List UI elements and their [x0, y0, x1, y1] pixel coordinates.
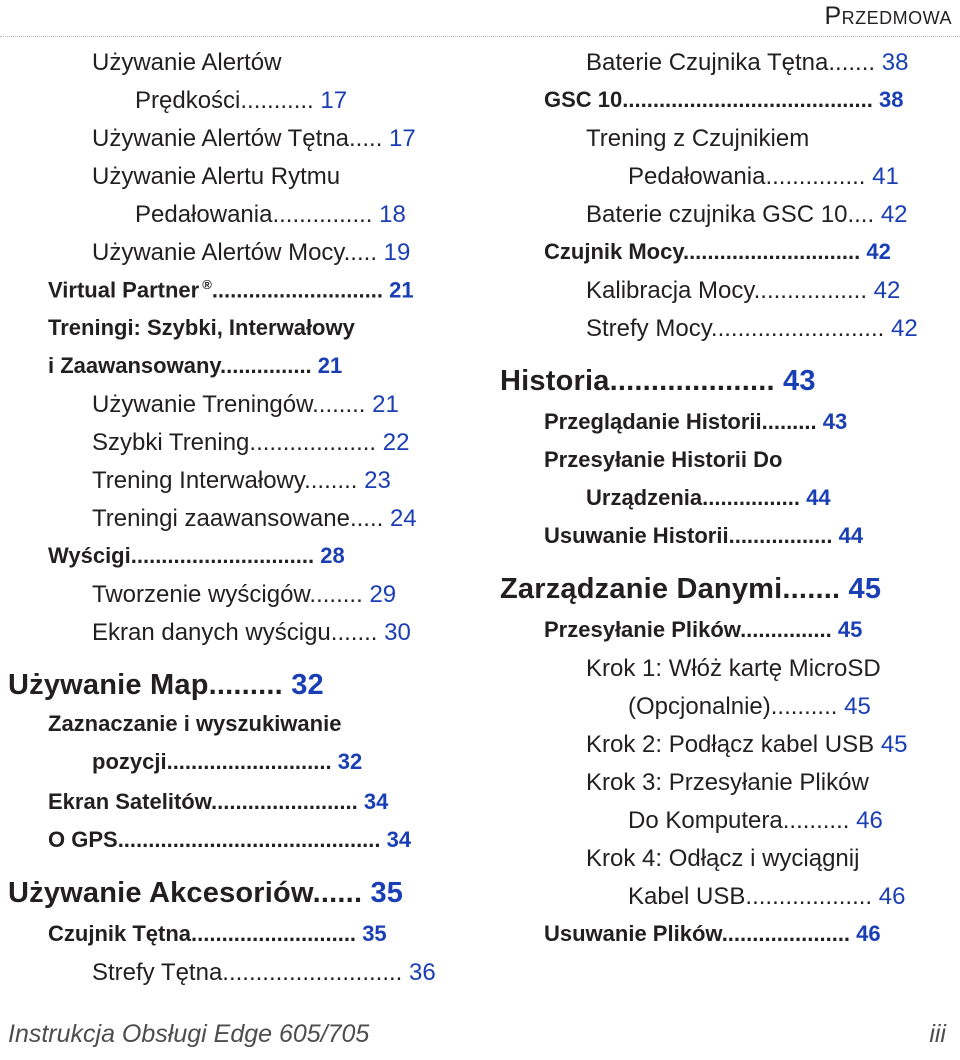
- toc-entry[interactable]: [135, 202, 452, 228]
- trademark-symbol: ®: [202, 277, 212, 292]
- toc-page-number[interactable]: 30: [384, 619, 411, 646]
- toc-page-number[interactable]: 18: [379, 201, 406, 228]
- toc-entry-title: Kabel USB: [628, 883, 746, 910]
- toc-entry-line[interactable]: [586, 656, 952, 682]
- dot-leader: ..........................: [710, 315, 885, 342]
- toc-entry[interactable]: [586, 732, 952, 758]
- dot-leader: .........: [761, 409, 817, 434]
- dot-leader: ........: [312, 391, 366, 418]
- toc-entry-title: Baterie czujnika GSC 10: [586, 201, 848, 228]
- dot-leader: ...............: [272, 201, 373, 228]
- toc-page-number[interactable]: 42: [866, 239, 891, 264]
- dot-leader: ..........: [770, 693, 838, 720]
- toc-page-number[interactable]: 46: [878, 883, 906, 910]
- dot-leader: ...........: [240, 87, 314, 114]
- dot-leader: .....: [343, 239, 377, 266]
- toc-entry[interactable]: [92, 240, 452, 266]
- toc-entry-line[interactable]: [586, 846, 952, 872]
- toc-entry-title: Używanie Alertów: [92, 49, 282, 76]
- toc-page-number[interactable]: 19: [383, 239, 411, 266]
- toc-entry-title: O GPS: [48, 827, 118, 852]
- toc-entry[interactable]: [8, 670, 452, 702]
- toc-entry-title: Usuwanie Historii: [544, 523, 729, 548]
- toc-entry[interactable]: [48, 544, 452, 568]
- toc-entry-title: Baterie Czujnika Tętna: [586, 49, 829, 76]
- toc-entry-line[interactable]: [48, 316, 452, 340]
- toc-entry-title: Ekran Satelitów: [48, 789, 212, 814]
- dot-leader: ......: [312, 877, 363, 909]
- dot-leader: ..........: [782, 807, 850, 834]
- toc-page-number[interactable]: 46: [856, 921, 881, 946]
- toc-entry-title: Przeglądanie Historii: [544, 409, 762, 434]
- toc-entry-title: Urządzenia: [586, 485, 703, 510]
- toc-page-number[interactable]: 24: [389, 505, 417, 532]
- dot-leader: .............................: [682, 239, 861, 264]
- toc-entry-title: Do Komputera: [628, 807, 783, 834]
- toc-entry-title: Czujnik Mocy: [544, 239, 683, 264]
- toc-entry-title: Prędkości: [135, 87, 241, 114]
- dot-leader: .....: [349, 125, 383, 152]
- toc-entry-title: Virtual Partner: [48, 277, 200, 303]
- toc-entry[interactable]: [586, 202, 952, 228]
- toc-page-number[interactable]: 17: [320, 87, 348, 114]
- toc-entry-title: i Zaawansowany: [48, 353, 220, 378]
- toc-entry-title: Usuwanie Plików: [544, 921, 722, 946]
- toc-entry[interactable]: [92, 468, 452, 494]
- toc-entry[interactable]: [500, 574, 952, 606]
- toc-entry[interactable]: [8, 878, 452, 910]
- toc-entry-line[interactable]: [48, 712, 452, 736]
- toc-entry-title: Historia: [500, 365, 610, 397]
- toc-entry-title: Krok 4: Odłącz i wyciągnij: [586, 845, 860, 872]
- toc-entry-title: Używanie Treningów: [92, 391, 313, 418]
- toc-entry-title: Ekran danych wyścigu: [92, 619, 331, 646]
- toc-page-number[interactable]: 43: [783, 365, 816, 397]
- dot-leader: .....: [349, 505, 384, 532]
- dot-leader: ....................: [609, 365, 775, 397]
- toc-page-number[interactable]: 29: [369, 581, 397, 608]
- toc-entry[interactable]: [48, 354, 452, 378]
- toc-entry-title: Strefy Tętna: [92, 959, 223, 986]
- toc-entry[interactable]: [544, 240, 952, 264]
- toc-entry-title: Kalibracja Mocy: [586, 277, 754, 304]
- toc-entry[interactable]: [586, 316, 952, 342]
- toc-entry-title: Przesyłanie Historii Do: [544, 447, 783, 472]
- toc-page-number[interactable]: 21: [317, 353, 343, 378]
- toc-entry[interactable]: [92, 582, 452, 608]
- toc-entry[interactable]: [92, 430, 452, 456]
- toc-entry-title: Tworzenie wyścigów: [92, 581, 310, 608]
- toc-page-number[interactable]: 45: [848, 573, 882, 605]
- toc-entry-title: Pedałowania: [628, 163, 766, 190]
- dot-leader: ...........................: [191, 921, 357, 946]
- toc-page-number[interactable]: 45: [844, 693, 871, 720]
- toc-page-number[interactable]: 34: [386, 827, 412, 852]
- toc-page-number[interactable]: 23: [364, 467, 391, 494]
- toc-page-number[interactable]: 35: [362, 921, 387, 946]
- toc-page-number[interactable]: 42: [890, 315, 918, 342]
- toc-entry-title: Trening z Czujnikiem: [586, 125, 810, 152]
- toc-page-number[interactable]: 38: [879, 87, 904, 112]
- toc-entry-title: Używanie Alertu Rytmu: [92, 163, 341, 190]
- dot-leader: .......: [330, 619, 378, 646]
- toc-page-number[interactable]: 21: [389, 277, 414, 303]
- toc-entry[interactable]: [586, 50, 952, 76]
- dot-leader: ............................: [211, 277, 383, 303]
- dot-leader: ................: [702, 485, 800, 510]
- toc-entry-title: Szybki Trening: [92, 429, 250, 456]
- toc-entry[interactable]: [92, 620, 452, 646]
- toc-entry-title: Strefy Mocy: [586, 315, 711, 342]
- toc-entry-title: pozycji: [92, 749, 167, 774]
- toc-entry[interactable]: [628, 694, 952, 720]
- dot-leader: ...............: [740, 617, 832, 642]
- toc-entry-line[interactable]: [586, 126, 952, 152]
- toc-entry-line[interactable]: [544, 448, 952, 472]
- toc-entry-title: Trening Interwałowy: [92, 467, 305, 494]
- toc-page-number[interactable]: 34: [363, 789, 389, 814]
- dot-leader: .......: [828, 49, 876, 76]
- toc-page-number[interactable]: 17: [389, 125, 416, 152]
- toc-entry[interactable]: [628, 164, 952, 190]
- dot-leader: ...............: [219, 353, 312, 378]
- toc-entry[interactable]: [92, 960, 452, 986]
- section-header: Przedmowa: [824, 2, 952, 30]
- toc-page-number[interactable]: 43: [822, 409, 848, 434]
- dot-leader: .........................................: [622, 87, 873, 112]
- toc-page-number[interactable]: 22: [382, 429, 410, 456]
- toc-entry[interactable]: [92, 750, 452, 774]
- toc-page-number[interactable]: 45: [880, 731, 908, 758]
- toc-entry[interactable]: [628, 884, 952, 910]
- toc-entry-title: Krok 3: Przesyłanie Plików: [586, 769, 869, 796]
- toc-page-number[interactable]: 45: [837, 617, 863, 642]
- toc-entry-title: Przesyłanie Plików: [544, 617, 741, 642]
- toc-entry[interactable]: [544, 88, 952, 112]
- dot-leader: ...........................................: [117, 827, 381, 852]
- toc-page-number[interactable]: 42: [880, 201, 908, 228]
- dot-leader: ..............................: [130, 543, 315, 568]
- toc-page-number[interactable]: 44: [838, 523, 864, 548]
- toc-page-number[interactable]: 46: [856, 807, 883, 834]
- toc-entry[interactable]: [628, 808, 952, 834]
- toc-page-number[interactable]: 35: [370, 877, 404, 909]
- dot-leader: .................: [753, 277, 867, 304]
- dot-leader: ...................: [249, 429, 377, 456]
- toc-entry-title: Używanie Alertów Tętna: [92, 125, 350, 152]
- dot-leader: ........: [309, 581, 363, 608]
- dot-leader: .......: [782, 573, 841, 605]
- toc-entry[interactable]: [544, 410, 952, 434]
- dot-leader: .........: [208, 669, 283, 701]
- toc-entry-title: Używanie Alertów Mocy: [92, 239, 344, 266]
- dot-leader: ....: [847, 201, 875, 228]
- toc-entry-line[interactable]: [92, 50, 452, 76]
- toc-entry-title: Zarządzanie Danymi: [500, 573, 783, 605]
- dot-leader: ........................: [211, 789, 358, 814]
- toc-page-number[interactable]: 21: [372, 391, 399, 418]
- dot-leader: ........: [304, 467, 358, 494]
- toc-entry-title: Używanie Map: [8, 669, 209, 701]
- toc-page-number[interactable]: 44: [806, 485, 831, 510]
- dot-leader: ...............: [765, 163, 866, 190]
- toc-entry-line[interactable]: [92, 164, 452, 190]
- toc-entry[interactable]: [92, 392, 452, 418]
- toc-entry-title: Krok 2: Podłącz kabel USB: [586, 731, 875, 758]
- toc-entry[interactable]: [48, 278, 452, 303]
- page-number: iii: [929, 1020, 946, 1048]
- toc-entry[interactable]: [544, 922, 952, 946]
- dot-leader: ...........................: [222, 959, 403, 986]
- toc-entry-title: Zaznaczanie i wyszukiwanie: [48, 711, 342, 736]
- toc-entry-title: Pedałowania: [135, 201, 273, 228]
- toc-entry-title: Treningi: Szybki, Interwałowy: [48, 315, 355, 340]
- toc-entry-title: Wyścigi: [48, 543, 131, 568]
- toc-page-number[interactable]: 32: [291, 669, 324, 701]
- toc-entry[interactable]: [586, 278, 952, 304]
- dot-leader: ...........................: [166, 749, 332, 774]
- toc-entry[interactable]: [92, 506, 452, 532]
- toc-page-number[interactable]: 42: [873, 277, 901, 304]
- manual-title: Instrukcja Obsługi Edge 605/705: [8, 1020, 370, 1048]
- dot-leader: ...................: [745, 883, 873, 910]
- toc-entry[interactable]: [544, 618, 952, 642]
- header-divider: [0, 36, 960, 37]
- toc-entry-title: GSC 10: [544, 87, 623, 112]
- toc-entry-title: Używanie Akcesoriów: [8, 877, 313, 909]
- toc-entry[interactable]: [48, 922, 452, 946]
- toc-entry[interactable]: [92, 126, 452, 152]
- toc-page-number[interactable]: 41: [872, 163, 899, 190]
- toc-entry-title: Treningi zaawansowane: [92, 505, 350, 532]
- toc-entry[interactable]: [48, 828, 452, 852]
- dot-leader: .....................: [721, 921, 851, 946]
- toc-entry[interactable]: [500, 366, 952, 398]
- toc-entry[interactable]: [586, 486, 952, 510]
- toc-entry-title: (Opcjonalnie): [628, 693, 771, 720]
- toc-entry-title: Krok 1: Włóż kartę MicroSD: [586, 655, 881, 682]
- toc-entry[interactable]: [544, 524, 952, 548]
- toc-entry[interactable]: [135, 88, 452, 114]
- toc-page-number[interactable]: 38: [881, 49, 909, 76]
- toc-page-number[interactable]: 32: [337, 749, 363, 774]
- toc-entry[interactable]: [48, 790, 452, 814]
- toc-page-number[interactable]: 28: [320, 543, 345, 568]
- dot-leader: .................: [728, 523, 833, 548]
- toc-entry-line[interactable]: [586, 770, 952, 796]
- toc-entry-title: Czujnik Tętna: [48, 921, 192, 946]
- toc-page-number[interactable]: 36: [409, 959, 436, 986]
